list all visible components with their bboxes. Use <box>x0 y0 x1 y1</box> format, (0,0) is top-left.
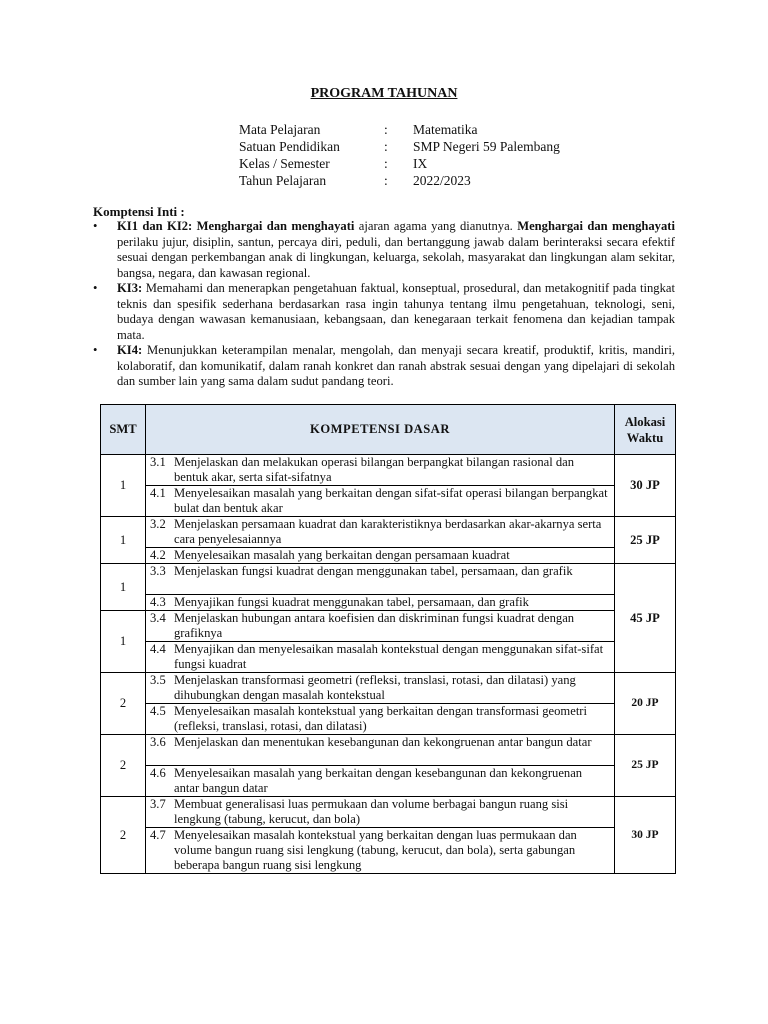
meta-colon: : <box>384 122 388 137</box>
kd-text: Menyelesaikan masalah yang berkaitan dengan kesebangunan dan kekongruenan antar bangun datar <box>174 766 583 795</box>
table-row <box>101 548 676 564</box>
ki-list <box>93 219 675 390</box>
kd-cell <box>146 828 615 874</box>
kd-number: 3.5 <box>150 673 166 687</box>
kd-number: 3.1 <box>150 455 166 469</box>
header-smt: SMT <box>101 405 146 455</box>
meta-key: Satuan Pendidikan <box>239 139 340 154</box>
kd-number: 4.2 <box>150 548 166 562</box>
identity-block <box>239 121 560 189</box>
kd-text: Menjelaskan transformasi geometri (refleksi, translasi, rotasi, dan dilatasi) yang dihubungkan dengan masalah kontekstual <box>174 673 576 702</box>
kd-text: Menyelesaikan masalah kontekstual yang berkaitan dengan transformasi geometri (refleksi, translasi, rotasi, dan dilatasi) <box>174 704 588 733</box>
table-row <box>101 611 676 642</box>
smt-cell: 1 <box>101 455 146 517</box>
meta-key: Kelas / Semester <box>239 156 330 171</box>
kd-number: 3.4 <box>150 611 166 625</box>
header-waktu-line: Waktu <box>626 430 664 445</box>
table-row <box>101 766 676 797</box>
kd-text: Membuat generalisasi luas permukaan dan volume berbagai bangun ruang sisi lengkung (tabung, kerucut, dan bola) <box>174 797 569 826</box>
ki-text: ajaran agama yang dianutnya. <box>354 219 518 233</box>
meta-row-school <box>239 138 560 155</box>
ki-label: KI3: <box>117 281 143 295</box>
kd-cell <box>146 673 615 704</box>
kd-cell <box>146 517 615 548</box>
alokasi-cell: 25 JP <box>615 517 676 564</box>
table-row <box>101 797 676 828</box>
kd-cell <box>146 564 615 595</box>
table-row <box>101 735 676 766</box>
page-title: PROGRAM TAHUNAN <box>310 86 458 101</box>
table-row <box>101 828 676 874</box>
kd-cell <box>146 595 615 611</box>
table-row <box>101 486 676 517</box>
header-alokasi-line: Alokasi <box>624 414 666 429</box>
meta-colon: : <box>384 139 388 154</box>
meta-key: Mata Pelajaran <box>239 122 321 137</box>
meta-colon: : <box>384 156 388 171</box>
bullet-icon: • <box>93 343 98 357</box>
table-header-row <box>101 405 676 455</box>
kd-cell <box>146 642 615 673</box>
ki-emphasis: Menghargai dan menghayati <box>517 219 675 233</box>
kd-number: 3.6 <box>150 735 166 749</box>
table-row <box>101 673 676 704</box>
table-row <box>101 704 676 735</box>
kd-text: Menyelesaikan masalah kontekstual yang berkaitan dengan luas permukaan dan volume bangun ruang sisi lengkung (tabung, kerucut, dan bola), serta gabungan beberapa bangun ruang sisi lengkung <box>174 828 577 872</box>
kd-text: Menyajikan fungsi kuadrat menggunakan tabel, persamaan, dan grafik <box>174 595 529 609</box>
header-kompetensi-dasar: KOMPETENSI DASAR <box>146 405 615 455</box>
kd-number: 3.3 <box>150 564 166 578</box>
meta-value: Matematika <box>413 122 478 137</box>
kd-text: Menyelesaikan masalah yang berkaitan dengan sifat-sifat operasi bilangan berpangkat bulat dan bentuk akar <box>174 486 608 515</box>
kd-number: 4.5 <box>150 704 166 718</box>
meta-row-subject <box>239 121 560 138</box>
kd-text: Menjelaskan persamaan kuadrat dan karakteristiknya berdasarkan akar-akarnya serta cara penyelesaiannya <box>174 517 602 546</box>
kd-cell <box>146 704 615 735</box>
kd-number: 4.1 <box>150 486 166 500</box>
ki-label: KI4: <box>117 343 143 357</box>
ki-item-ki1-ki2 <box>93 219 675 281</box>
kompetensi-dasar-table <box>100 404 676 874</box>
meta-colon: : <box>384 173 388 188</box>
meta-value: SMP Negeri 59 Palembang <box>413 139 560 154</box>
kd-text: Menjelaskan hubungan antara koefisien dan diskriminan fungsi kuadrat dengan grafiknya <box>174 611 575 640</box>
meta-value: 2022/2023 <box>413 173 471 188</box>
kd-text: Menyelesaikan masalah yang berkaitan dengan persamaan kuadrat <box>174 548 510 562</box>
smt-cell: 2 <box>101 735 146 797</box>
table-row <box>101 595 676 611</box>
kd-cell <box>146 548 615 564</box>
kd-cell <box>146 766 615 797</box>
table-row <box>101 455 676 486</box>
ki-text: Memahami dan menerapkan pengetahuan faktual, konseptual, prosedural, dan metakognitif pada tingkat teknis dan spesifik sederhana berdasarkan rasa ingin tahunya tentang ilmu pengetahuan, teknologi, seni, budaya dengan wawasan kemanusiaan, kebangsaan, dan kenegaraan terkait fenomena dan kejadian tampak mata. <box>117 281 675 342</box>
alokasi-cell: 20 JP <box>615 673 676 735</box>
smt-cell: 1 <box>101 611 146 673</box>
kd-number: 4.7 <box>150 828 166 842</box>
table-row <box>101 564 676 595</box>
kd-number: 3.2 <box>150 517 166 531</box>
ki-text: perilaku jujur, disiplin, santun, percaya diri, peduli, dan bertanggung jawab dalam berinteraksi secara efektif sesuai dengan perkembangan anak di lingkungan, keluarga, sekolah, masyarakat dan lingkungan alam sekitar, bangsa, negara, dan kawasan regional. <box>117 234 675 280</box>
kd-number: 4.4 <box>150 642 166 656</box>
kd-text: Menjelaskan fungsi kuadrat dengan menggunakan tabel, persamaan, dan grafik <box>174 564 573 578</box>
header-alokasi-waktu <box>615 405 676 455</box>
smt-cell: 1 <box>101 564 146 611</box>
alokasi-cell: 30 JP <box>615 455 676 517</box>
kd-cell <box>146 797 615 828</box>
smt-cell: 2 <box>101 797 146 874</box>
ki-heading: Komptensi Inti : <box>93 204 185 219</box>
kd-number: 4.6 <box>150 766 166 780</box>
table-row <box>101 642 676 673</box>
kd-cell <box>146 611 615 642</box>
kd-cell <box>146 735 615 766</box>
table-row <box>101 517 676 548</box>
meta-key: Tahun Pelajaran <box>239 173 327 188</box>
bullet-icon: • <box>93 281 98 295</box>
meta-row-class <box>239 155 560 172</box>
meta-row-year <box>239 172 560 189</box>
smt-cell: 1 <box>101 517 146 564</box>
kd-text: Menyajikan dan menyelesaikan masalah kontekstual dengan menggunakan sifat-sifat fungsi kuadrat <box>174 642 604 671</box>
smt-cell: 2 <box>101 673 146 735</box>
kd-number: 4.3 <box>150 595 166 609</box>
ki-text: Menunjukkan keterampilan menalar, mengolah, dan menyaji secara kreatif, produktif, kritis, mandiri, kolaboratif, dan komunikatif, dalam ranah konkret dan ranah abstrak sesuai dengan yang dipelajari di sekolah dan sumber lain yang sama dalam sudut pandang teori. <box>117 343 675 388</box>
kd-cell <box>146 486 615 517</box>
bullet-icon: • <box>93 219 98 233</box>
kd-text: Menjelaskan dan menentukan kesebangunan dan kekongruenan antar bangun datar <box>174 735 592 749</box>
meta-value: IX <box>413 156 428 171</box>
kd-text: Menjelaskan dan melakukan operasi bilangan berpangkat bilangan rasional dan bentuk akar, serta sifat-sifatnya <box>174 455 575 484</box>
ki-emphasis: Menghargai dan menghayati <box>196 219 355 233</box>
kd-number: 3.7 <box>150 797 166 811</box>
ki-label: KI1 dan KI2: <box>117 219 193 233</box>
ki-item-ki3 <box>93 281 675 343</box>
alokasi-cell: 45 JP <box>615 564 676 673</box>
alokasi-cell: 30 JP <box>615 797 676 874</box>
kd-cell <box>146 455 615 486</box>
ki-item-ki4 <box>93 343 675 390</box>
alokasi-cell: 25 JP <box>615 735 676 797</box>
